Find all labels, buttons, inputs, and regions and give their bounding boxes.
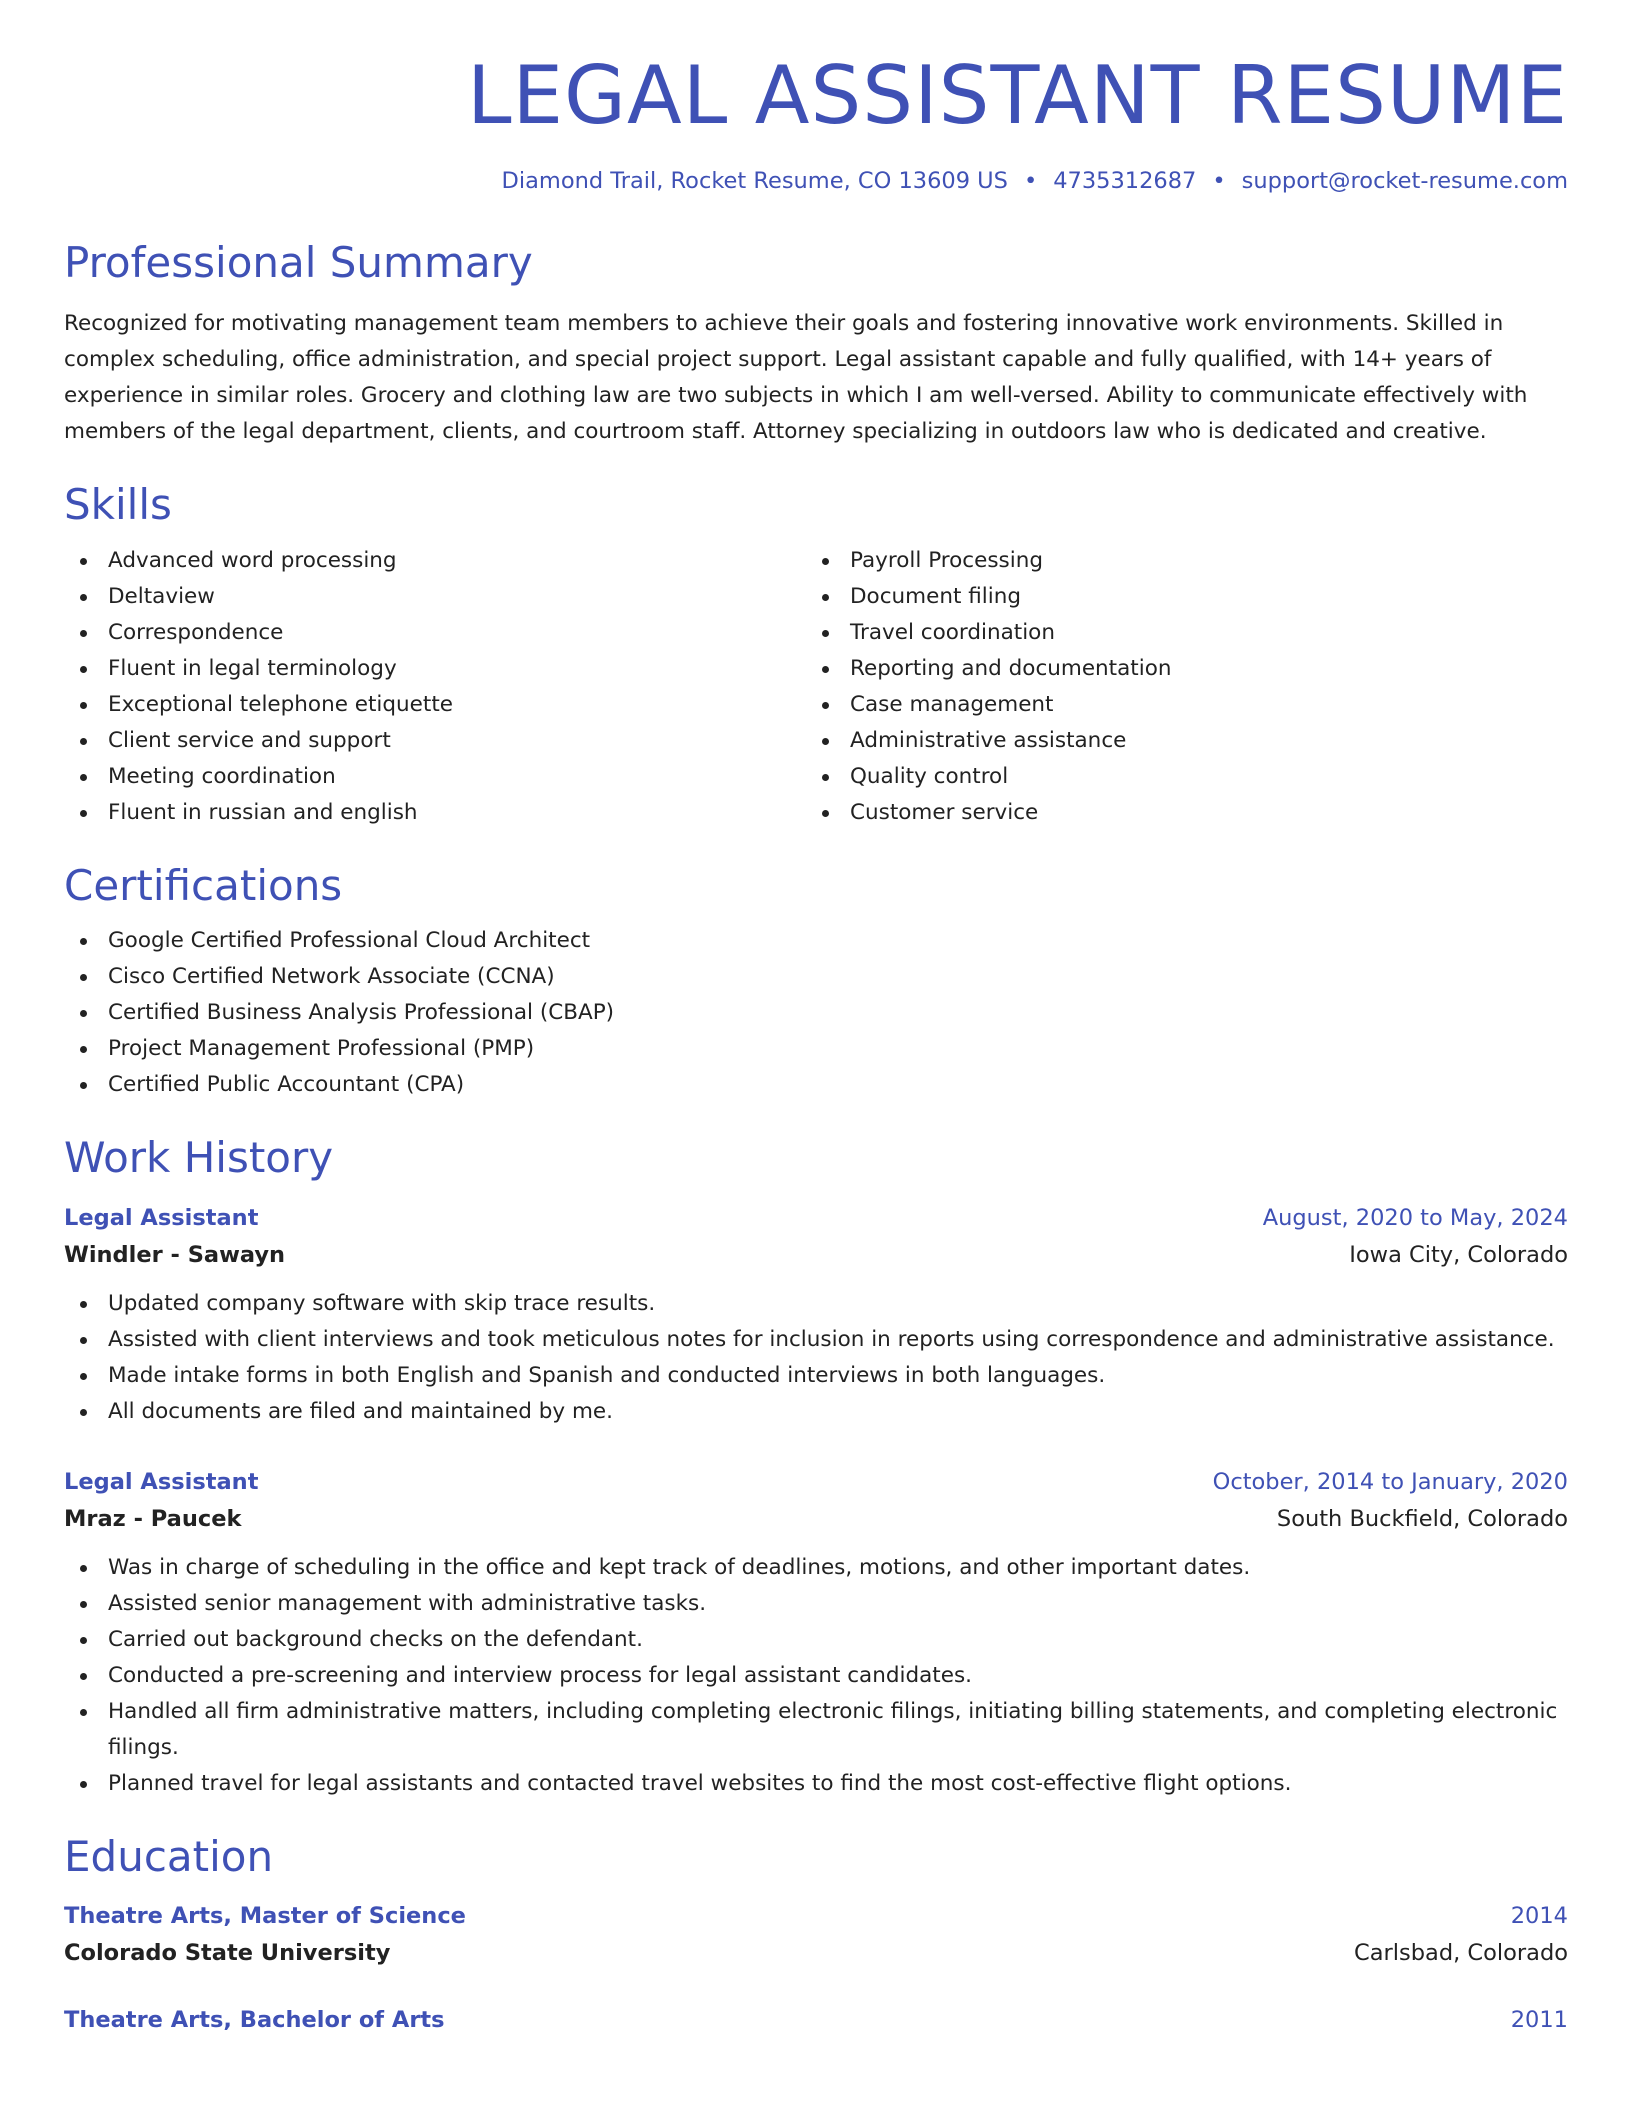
job-bullet: Planned travel for legal assistants and contacted travel websites to find the most cost-effective flight options. bbox=[64, 1766, 1568, 1802]
education-section bbox=[64, 1832, 1568, 2038]
summary-heading: Professional Summary bbox=[64, 238, 533, 287]
job-company-row bbox=[64, 1500, 1568, 1538]
job-bullets bbox=[64, 1550, 1568, 1802]
job-entry bbox=[64, 1200, 1568, 1430]
job-company-row bbox=[64, 1236, 1568, 1274]
skill-item: Meeting coordination bbox=[64, 759, 806, 795]
job-bullet: Updated company software with skip trace results. bbox=[64, 1286, 1568, 1322]
skill-item: Administrative assistance bbox=[806, 723, 1548, 759]
skill-item: Document filing bbox=[806, 579, 1548, 615]
job-bullet: Made intake forms in both English and Spanish and conducted interviews in both languages. bbox=[64, 1358, 1568, 1394]
contact-phone: 4735312687 bbox=[1053, 168, 1197, 194]
skill-item: Exceptional telephone etiquette bbox=[64, 687, 806, 723]
skill-item: Client service and support bbox=[64, 723, 806, 759]
certification-item: Certified Business Analysis Professional (CBAP) bbox=[64, 995, 1568, 1031]
education-year: 2011 bbox=[1510, 2006, 1568, 2033]
skill-item: Advanced word processing bbox=[64, 543, 806, 579]
work-history-heading: Work History bbox=[64, 1133, 334, 1183]
contact-separator: • bbox=[1212, 168, 1226, 194]
job-company: Mraz - Paucek bbox=[64, 1505, 242, 1532]
skills-section bbox=[64, 480, 1568, 830]
education-year: 2014 bbox=[1510, 1902, 1568, 1929]
job-bullet: Carried out background checks on the defendant. bbox=[64, 1622, 1568, 1658]
job-role: Legal Assistant bbox=[64, 1204, 259, 1231]
contact-address: Diamond Trail, Rocket Resume, CO 13609 US bbox=[501, 168, 1008, 194]
job-location: South Buckfield, Colorado bbox=[1276, 1505, 1568, 1532]
work-history-section bbox=[64, 1133, 1568, 1801]
certification-item: Cisco Certified Network Associate (CCNA) bbox=[64, 959, 1568, 995]
education-header-row bbox=[64, 1898, 1568, 1934]
certifications-heading: Certifications bbox=[64, 860, 343, 910]
skills-list-left bbox=[64, 543, 806, 831]
skills-list-right bbox=[806, 543, 1548, 831]
certification-item: Project Management Professional (PMP) bbox=[64, 1031, 1568, 1067]
education-degree: Theatre Arts, Master of Science bbox=[64, 1902, 466, 1929]
skills-heading: Skills bbox=[64, 480, 172, 530]
certification-item: Certified Public Accountant (CPA) bbox=[64, 1067, 1568, 1103]
education-header-row bbox=[64, 2002, 1568, 2038]
certifications-section bbox=[64, 861, 1568, 1103]
skill-item: Quality control bbox=[806, 759, 1548, 795]
job-bullet: Was in charge of scheduling in the office and kept track of deadlines, motions, and other important dates. bbox=[64, 1550, 1568, 1586]
job-bullet: Handled all firm administrative matters, including completing electronic filings, initiating billing statements, and completing electronic filings. bbox=[64, 1694, 1568, 1766]
job-role: Legal Assistant bbox=[64, 1468, 259, 1495]
education-location: Carlsbad, Colorado bbox=[1354, 1939, 1568, 1966]
job-dates: October, 2014 to January, 2020 bbox=[1212, 1468, 1568, 1495]
education-entry bbox=[64, 2002, 1568, 2038]
job-company: Windler - Sawayn bbox=[64, 1241, 286, 1268]
education-school: Colorado State University bbox=[64, 1939, 391, 1966]
job-entry bbox=[64, 1464, 1568, 1802]
skill-item: Correspondence bbox=[64, 615, 806, 651]
job-bullet: Assisted senior management with administrative tasks. bbox=[64, 1586, 1568, 1622]
resume-title: LEGAL ASSISTANT RESUME bbox=[466, 49, 1568, 142]
skill-item: Fluent in russian and english bbox=[64, 795, 806, 831]
education-heading: Education bbox=[64, 1831, 274, 1881]
job-bullets bbox=[64, 1286, 1568, 1430]
job-bullet: All documents are filed and maintained by me. bbox=[64, 1394, 1568, 1430]
job-bullet: Assisted with client interviews and took meticulous notes for inclusion in reports using correspondence and administrative assistance. bbox=[64, 1322, 1568, 1358]
skills-columns bbox=[64, 543, 1568, 831]
contact-separator: • bbox=[1023, 168, 1038, 194]
job-location: Iowa City, Colorado bbox=[1349, 1241, 1568, 1268]
skill-item: Travel coordination bbox=[806, 615, 1548, 651]
resume-header bbox=[64, 0, 1568, 194]
skill-item: Deltaview bbox=[64, 579, 806, 615]
contact-line bbox=[64, 168, 1568, 194]
summary-section bbox=[64, 238, 1568, 450]
skill-item: Case management bbox=[806, 687, 1548, 723]
skill-item: Fluent in legal terminology bbox=[64, 651, 806, 687]
job-bullet: Conducted a pre-screening and interview process for legal assistant candidates. bbox=[64, 1658, 1568, 1694]
certifications-list bbox=[64, 923, 1568, 1103]
certification-item: Google Certified Professional Cloud Architect bbox=[64, 923, 1568, 959]
job-header-row bbox=[64, 1464, 1568, 1500]
skill-item: Payroll Processing bbox=[806, 543, 1548, 579]
education-degree: Theatre Arts, Bachelor of Arts bbox=[64, 2006, 445, 2033]
summary-text: Recognized for motivating management team members to achieve their goals and fostering innovative work environments. Skilled in complex scheduling, office administration, and special project support. Legal assistant capable and fully qualified, with 14+ years of experience in similar roles. Grocery and clothing law are two subjects in which I am well-versed. Ability to communicate effectively with members of the legal department, clients, and courtroom staff. Attorney specializing in outdoors law who is dedicated and creative. bbox=[64, 311, 1528, 445]
job-header-row bbox=[64, 1200, 1568, 1236]
job-dates: August, 2020 to May, 2024 bbox=[1262, 1204, 1568, 1231]
contact-email: support@rocket-resume.com bbox=[1241, 168, 1568, 194]
skill-item: Customer service bbox=[806, 795, 1548, 831]
education-entry bbox=[64, 1898, 1568, 1972]
education-school-row bbox=[64, 1934, 1568, 1972]
skill-item: Reporting and documentation bbox=[806, 651, 1548, 687]
